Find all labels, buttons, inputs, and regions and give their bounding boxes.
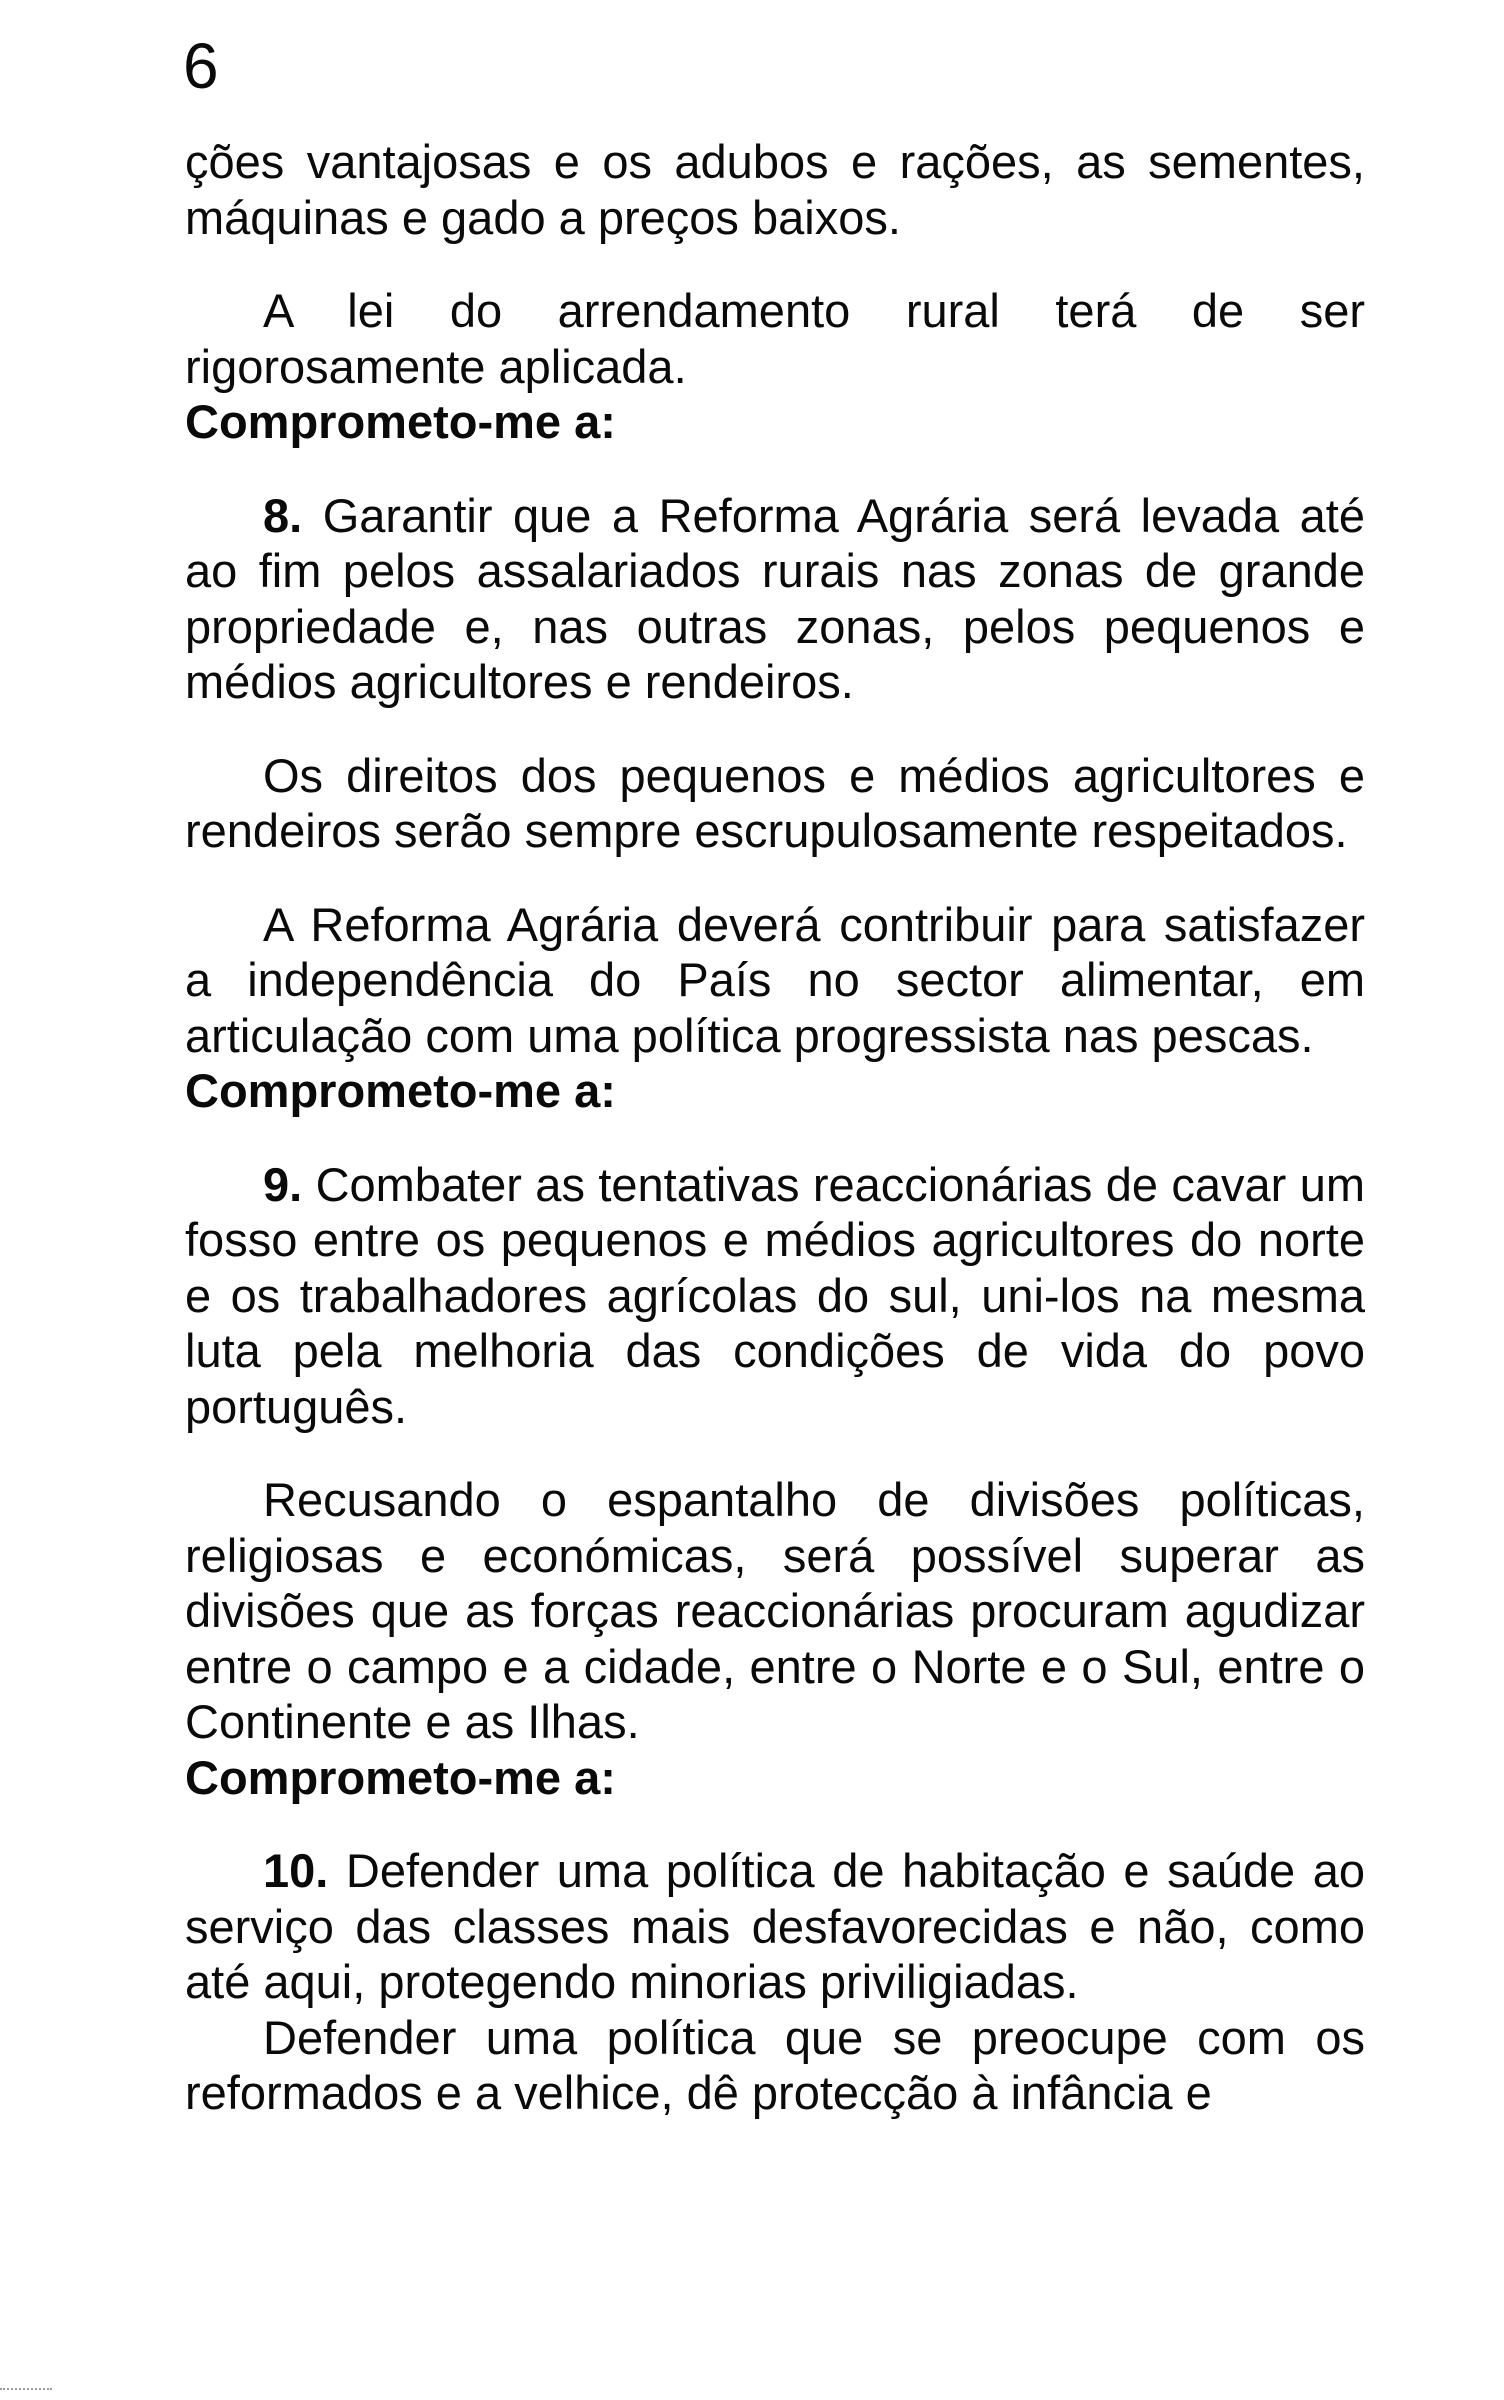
item-number: 9.: [263, 1157, 303, 1211]
item-text: Combater as tentativas reaccionárias de cavar um fosso entre os pequenos e médios agricultores do norte e os trabalhadores agrícolas do sul, uni-los na mesma luta pela melhoria das condições de vida do povo português.: [185, 1157, 1365, 1433]
section-heading: Comprometo-me a:: [185, 395, 616, 448]
list-item-8: [185, 488, 1365, 710]
paragraph-rights: Os direitos dos pequenos e médios agricultores e rendeiros serão sempre escrupulosamente respeitados.: [185, 748, 1365, 857]
paragraph-elderly: Defender uma política que se preocupe com os reformados e a velhice, dê protecção à infância e: [185, 2010, 1365, 2119]
scan-edge-mark: [0, 2388, 52, 2392]
item-text: Garantir que a Reforma Agrária será levada até ao fim pelos assalariados rurais nas zonas de grande propriedade e, nas outras zonas, pelos pequenos e médios agricultores e rendeiros.: [185, 488, 1365, 708]
section-heading: Comprometo-me a:: [185, 1750, 616, 1804]
paragraph-continuation: ções vantajosas e os adubos e rações, as sementes, máquinas e gado a preços baixos.: [185, 135, 1365, 244]
text-column: [185, 134, 1365, 2121]
item-number: 8.: [263, 488, 303, 542]
item-number: 10.: [263, 1844, 329, 1897]
paragraph-food-independence: A Reforma Agrária deverá contribuir para satisfazer a independência do País no sector alimentar, em articulação com uma política progressista nas pescas.: [185, 897, 1365, 1062]
list-item-10: [185, 1843, 1365, 2010]
item-text: Defender uma política de habitação e saúde ao serviço das classes mais desfavorecidas e não, como até aqui, protegendo minorias priviligiadas.: [185, 1844, 1365, 2008]
page-number: 6: [183, 30, 219, 102]
section-heading: Comprometo-me a:: [185, 1064, 616, 1117]
paragraph-lease-law: A lei do arrendamento rural terá de ser rigorosamente aplicada.: [185, 284, 1365, 393]
paragraph-divisions: Recusando o espantalho de divisões políticas, religiosas e económicas, será possível superar as divisões que as forças reaccionárias procuram agudizar entre o campo e a cidade, entre o Norte e o Sul, entre o Continente e as Ilhas.: [185, 1473, 1365, 1748]
list-item-9: [185, 1157, 1365, 1435]
